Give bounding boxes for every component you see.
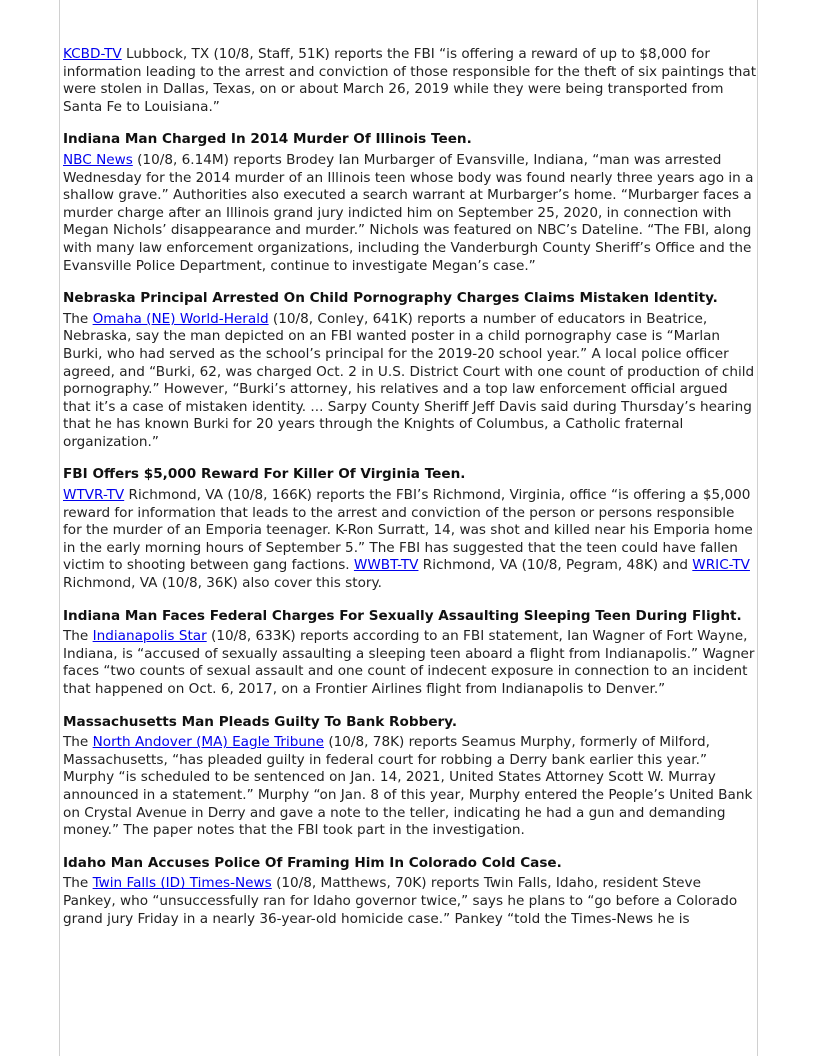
source-link[interactable]: North Andover (MA) Eagle Tribune xyxy=(92,734,324,751)
body-text: The xyxy=(63,628,93,645)
article xyxy=(63,714,757,840)
article-headline: FBI Offers $5,000 Reward For Killer Of Virginia Teen. xyxy=(63,466,466,483)
source-link[interactable]: Omaha (NE) World-Herald xyxy=(92,310,269,327)
source-link[interactable]: WTVR-TV xyxy=(63,487,125,504)
source-link[interactable]: Twin Falls (ID) Times-News xyxy=(92,875,272,892)
article-body xyxy=(63,628,757,698)
body-text: (10/8, 6.14M) reports Brodey Ian Murbarger of Evansville, Indiana, “man was arrested Wednesday for the 2014 murder of an Illinois teen whose body was found nearly three years ago in a shallow grave.” Authorities also executed a search warrant at Murbarger’s home. “Murbarger faces a murder charge after an Illinois grand jury indicted him on September 25, 2020, in connection with Megan Nichols’ disappearance and murder.” Nichols was featured on NBC’s Dateline. “The FBI, along with many law enforcement organizations, including the Vanderburgh County Sheriff’s Office and the Evansville Police Department, continue to investigate Megan’s case.” xyxy=(63,151,754,274)
article-body xyxy=(63,487,757,593)
article xyxy=(63,131,757,275)
article-body xyxy=(63,875,757,928)
body-text: The xyxy=(63,734,93,751)
article-headline: Nebraska Principal Arrested On Child Pornography Charges Claims Mistaken Identity. xyxy=(63,290,718,307)
body-text: (10/8, Matthews, 70K) reports Twin Falls, Idaho, resident Steve Pankey, who “unsuccessfully ran for Idaho governor twice,” says he plans to “go before a Colorado grand jury Friday in a nearly 36-year-old homicide case.” Pankey “told the Times-News he is xyxy=(63,875,738,927)
source-link[interactable]: KCBD-TV xyxy=(63,46,122,62)
article-headline: Massachusetts Man Pleads Guilty To Bank Robbery. xyxy=(63,713,458,730)
article xyxy=(63,46,757,116)
news-briefing xyxy=(63,46,757,928)
article xyxy=(63,608,757,699)
article-body xyxy=(63,46,757,116)
body-text: (10/8, 633K) reports according to an FBI statement, Ian Wagner of Fort Wayne, Indiana, is “accused of sexually assaulting a sleeping teen aboard a flight from Indianapolis.” Wagner faces “two counts of sexual assault and one count of indecent exposure in connection to an incident that happened on Oct. 6, 2017, on a Frontier Airlines flight from Indianapolis to Denver.” xyxy=(63,628,755,697)
body-text: The xyxy=(63,310,93,327)
body-text: Lubbock, TX (10/8, Staff, 51K) reports the FBI “is offering a reward of up to $8,000 for information leading to the arrest and conviction of those responsible for the theft of six paintings that were stolen in Dallas, Texas, on or about March 26, 2019 while they were being transported from Santa Fe to Louisiana.” xyxy=(63,46,757,115)
article xyxy=(63,290,757,451)
article-body xyxy=(63,311,757,452)
source-link[interactable]: Indianapolis Star xyxy=(92,628,207,645)
source-link[interactable]: WRIC-TV xyxy=(692,557,750,574)
article-body xyxy=(63,734,757,840)
source-link[interactable]: WWBT-TV xyxy=(353,557,419,574)
article-headline: Indiana Man Faces Federal Charges For Sexually Assaulting Sleeping Teen During Flight. xyxy=(63,607,742,624)
article-headline: Indiana Man Charged In 2014 Murder Of Illinois Teen. xyxy=(63,131,472,148)
body-text: Richmond, VA (10/8, 166K) reports the FBI’s Richmond, Virginia, office “is offering a $5,000 reward for information that leads to the arrest and conviction of the person or persons responsible for the murder of an Emporia teenager. K-Ron Surratt, 14, was shot and killed near his Emporia home in the early morning hours of September 5.” The FBI has suggested that the teen could have fallen victim to shooting between gang factions. xyxy=(63,487,753,574)
body-text: The xyxy=(63,875,93,892)
source-link[interactable]: NBC News xyxy=(63,151,133,168)
article-headline: Idaho Man Accuses Police Of Framing Him In Colorado Cold Case. xyxy=(63,854,562,871)
body-text: (10/8, Conley, 641K) reports a number of educators in Beatrice, Nebraska, say the man depicted on an FBI wanted poster in a child pornography case is “Marlan Burki, who had served as the school’s principal for the 2019-20 school year.” A local police officer agreed, and “Burki, 62, was charged Oct. 2 in U.S. District Court with one count of production of child pornography.” However, “Burki’s attorney, his relatives and a top law enforcement official argued that it’s a case of mistaken identity. ... Sarpy County Sheriff Jeff Davis said during Thursday’s hearing that he has known Burki for 20 years through the Knights of Columbus, a Catholic fraternal organization.” xyxy=(63,310,755,450)
body-text: (10/8, 78K) reports Seamus Murphy, formerly of Milford, Massachusetts, “has pleaded guilty in federal court for robbing a Derry bank earlier this year.” Murphy “is scheduled to be sentenced on Jan. 14, 2021, United States Attorney Scott W. Murray announced in a statement.” Murphy “on Jan. 8 of this year, Murphy entered the People’s United Bank on Crystal Avenue in Derry and gave a note to the teller, indicating he had a gun and demanding money.” The paper notes that the FBI took part in the investigation. xyxy=(63,734,753,839)
article xyxy=(63,466,757,592)
article xyxy=(63,855,757,928)
body-text: Richmond, VA (10/8, 36K) also cover this story. xyxy=(63,575,382,592)
article-body xyxy=(63,152,757,275)
body-text: Richmond, VA (10/8, Pegram, 48K) and xyxy=(418,557,693,574)
